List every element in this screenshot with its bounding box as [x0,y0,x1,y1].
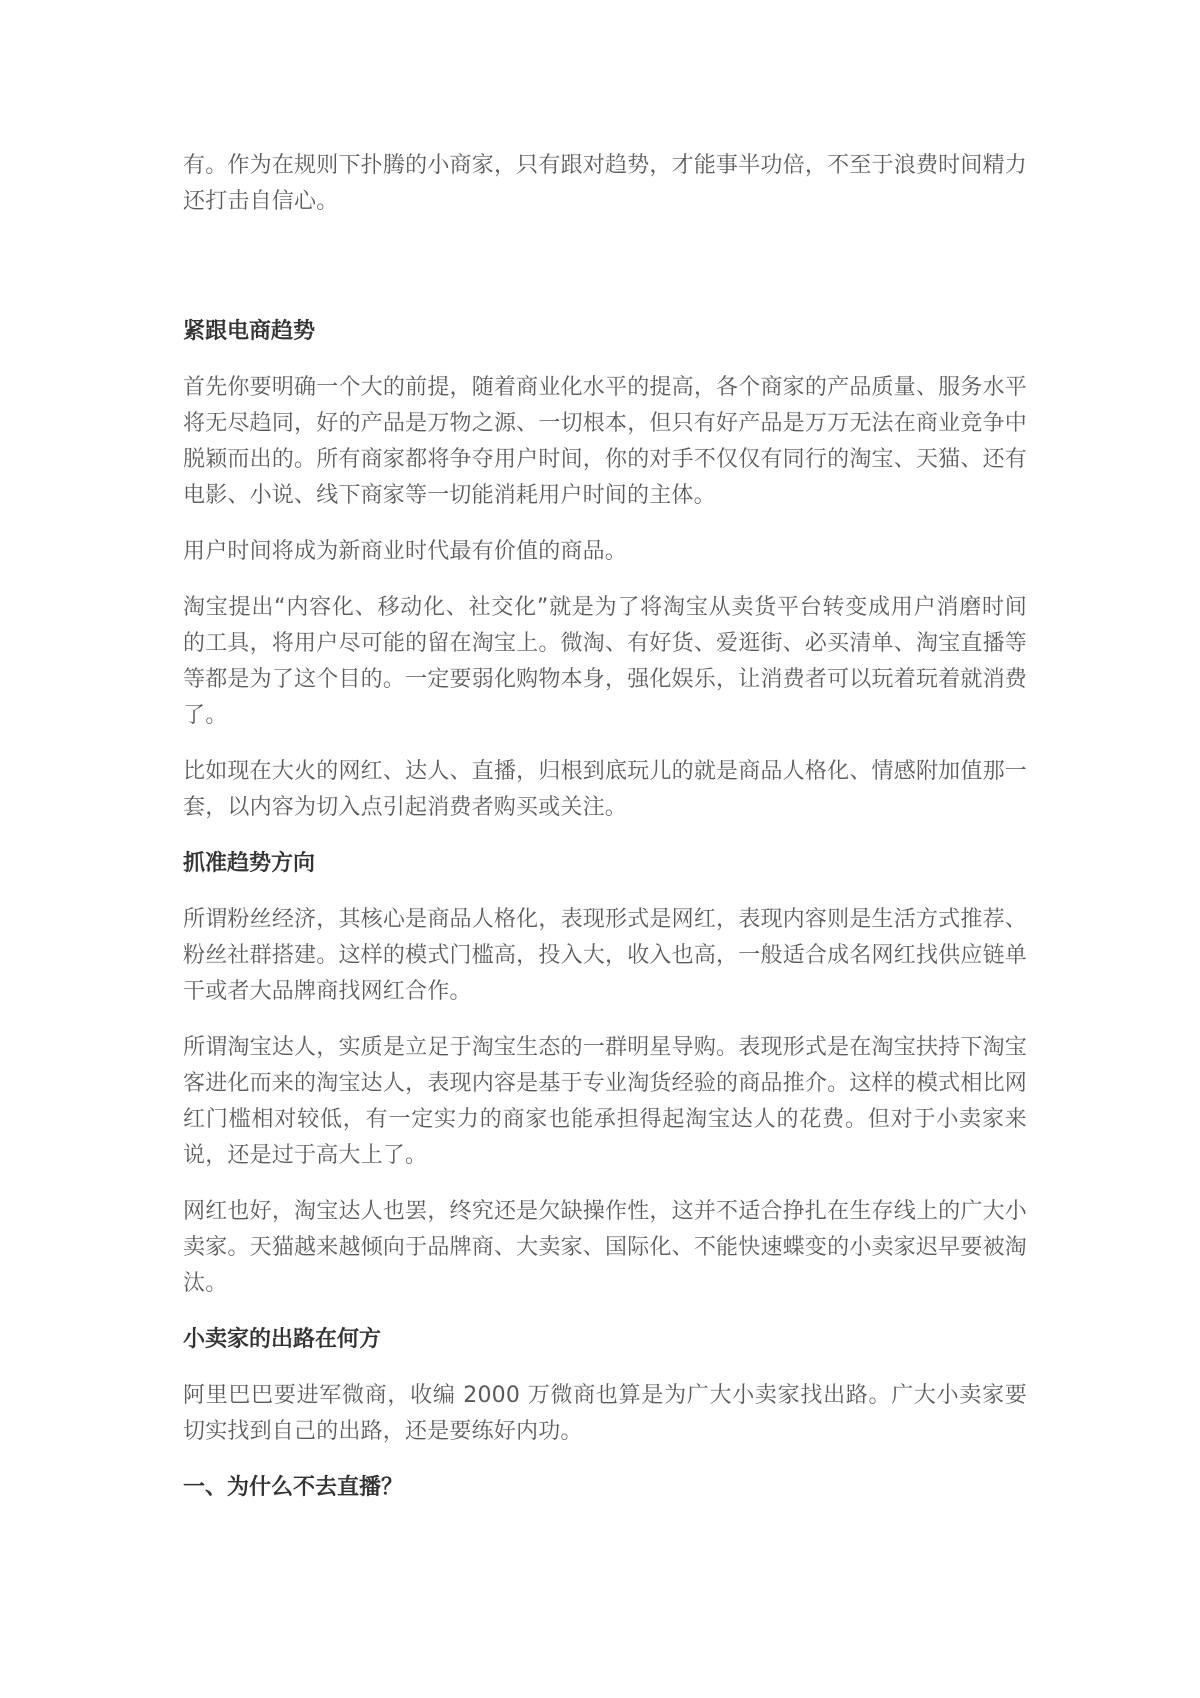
paragraph-influencers: 比如现在大火的网红、达人、直播，归根到底玩儿的就是商品人格化、情感附加值那一套，以内容为切入点引起消费者购买或关注。 [183,759,1027,820]
paragraph-taobao-experts: 所谓淘宝达人，实质是立足于淘宝生态的一群明星导购。表现形式是在淘宝扶持下淘宝客进化而来的淘宝达人，表现内容是基于专业淘货经验的商品推介。这样的模式相比网红门槛相对较低，有一定实力的商家也能承担得起淘宝达人的花费。但对于小卖家来说，还是过于高大上了。 [183,1035,1027,1168]
heading-follow-ecommerce-trend: 紧跟电商趋势 [183,319,316,344]
paragraph-alibaba-microbusiness: 阿里巴巴要进军微商，收编 2000 万微商也算是为广大小卖家找出路。广大小卖家要切实找到自己的出路，还是要练好内功。 [183,1383,1027,1444]
document-page [183,148,1027,1526]
paragraph-premise: 首先你要明确一个大的前提，随着商业化水平的提高，各个商家的产品质量、服务水平将无尽趋同，好的产品是万物之源、一切根本，但只有好产品是万万无法在商业竞争中脱颖而出的。所有商家都将争夺用户时间，你的对手不仅仅有同行的淘宝、天猫、还有电影、小说、线下商家等一切能消耗用户时间的主体。 [183,375,1027,508]
heading-why-not-livestream: 一、为什么不去直播？ [183,1475,404,1500]
heading-trend-direction: 抓准趋势方向 [183,851,316,876]
paragraph-user-time: 用户时间将成为新商业时代最有价值的商品。 [183,539,628,564]
heading-small-seller-way-out: 小卖家的出路在何方 [183,1327,382,1352]
paragraph-taobao-strategy: 淘宝提出“内容化、移动化、社交化”就是为了将淘宝从卖货平台转变成用户消磨时间的工具，将用户尽可能的留在淘宝上。微淘、有好货、爱逛街、必买清单、淘宝直播等等都是为了这个目的。一定要弱化购物本身，强化娱乐，让消费者可以玩着玩着就消费了。 [183,595,1027,728]
paragraph-small-sellers: 网红也好，淘宝达人也罢，终究还是欠缺操作性，这并不适合挣扎在生存线上的广大小卖家。天猫越来越倾向于品牌商、大卖家、国际化、不能快速蝶变的小卖家迟早要被淘汰。 [183,1199,1027,1296]
paragraph-intro-tail: 有。作为在规则下扑腾的小商家，只有跟对趋势，才能事半功倍，不至于浪费时间精力还打击自信心。 [183,153,1027,214]
paragraph-fan-economy: 所谓粉丝经济，其核心是商品人格化，表现形式是网红，表现内容则是生活方式推荐、粉丝社群搭建。这样的模式门槛高，投入大，收入也高，一般适合成名网红找供应链单干或者大品牌商找网红合作。 [183,907,1027,1004]
section-gap [183,240,1027,314]
